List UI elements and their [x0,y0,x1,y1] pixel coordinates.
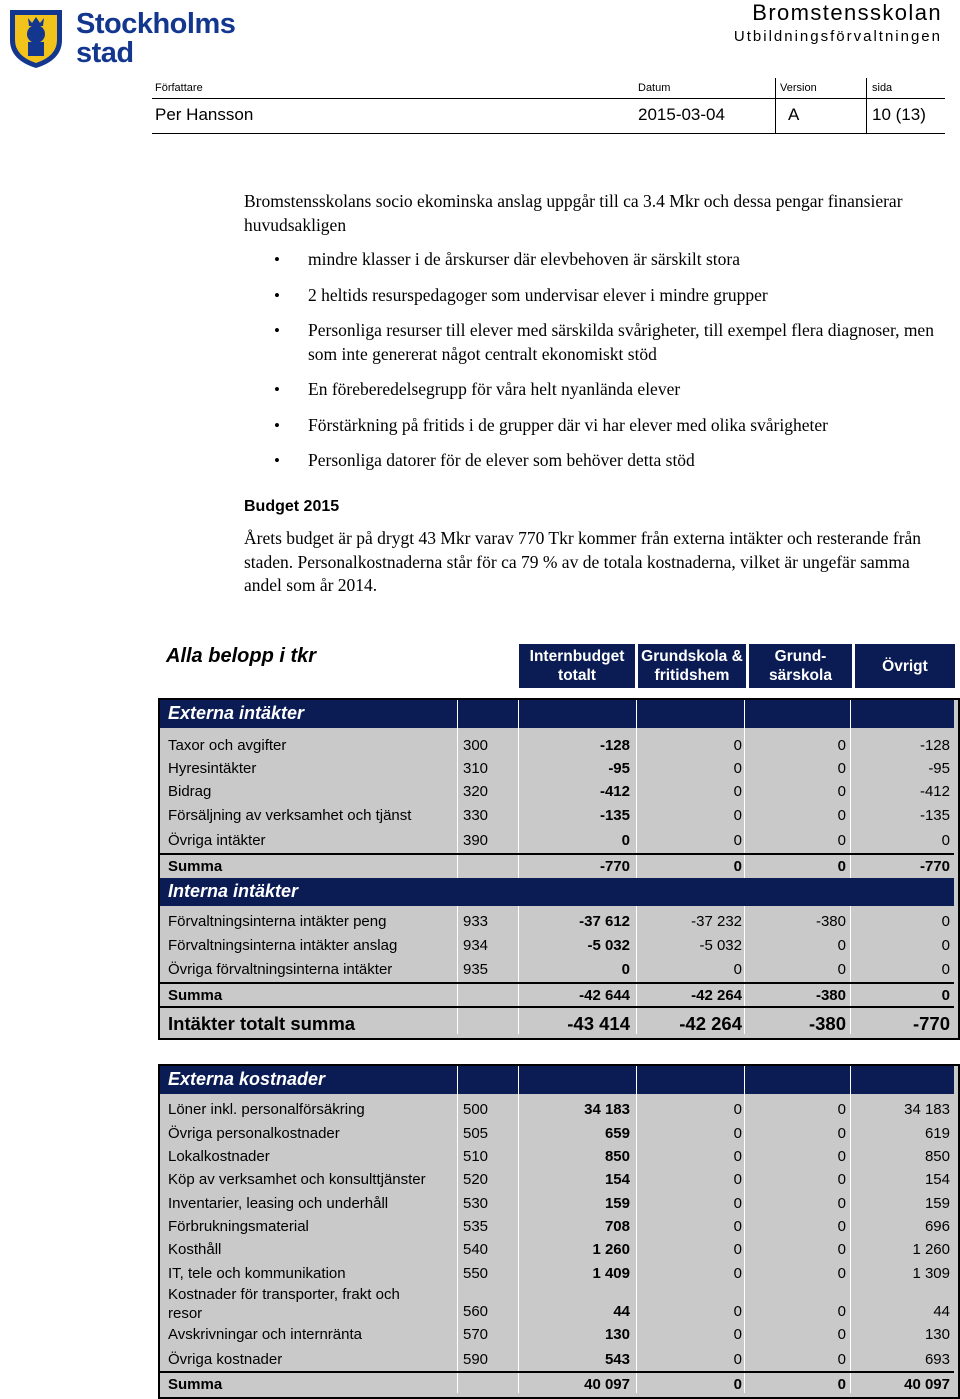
table-row: Kostnader för transporter, frakt och resor 560 44 0 0 44 [168,1286,950,1322]
costs-table [158,1064,960,1399]
crest-icon [6,4,66,70]
intro-paragraph: Bromstensskolans socio ekominska anslag uppgår till ca 3.4 Mkr och dessa pengar finansierar huvudsakligen [244,191,903,235]
date-value: 2015-03-04 [638,105,725,124]
date-label: Datum [638,82,671,94]
stockholms-stad-logo [6,4,236,70]
summary-row: Summa 40 097 0 0 40 097 [168,1376,950,1393]
table-row: Förbrukningsmaterial 535 708 0 0 696 [168,1218,950,1235]
table-row: Köp av verksamhet och konsulttjänster 520 154 0 0 154 [168,1171,950,1188]
table-row: Löner inkl. personalförsäkring 500 34 183 0 0 34 183 [168,1101,950,1118]
page-value: 10 (13) [872,105,926,124]
table-row: Inventarier, leasing och underhåll 530 159 0 0 159 [168,1195,950,1212]
table-row: Hyresintäkter 310 -95 0 0 -95 [168,760,950,777]
section-header: Interna intäkter [160,878,954,906]
author-value: Per Hansson [155,105,254,124]
budget-heading: Budget 2015 [244,498,340,515]
org-header [734,0,942,48]
col-header-ovrigt: Övrigt [855,644,955,688]
income-table [158,698,960,1040]
bullet-list [270,248,950,485]
document-meta [152,78,945,134]
list-item: • Personliga datorer för de elever som behöver detta stöd [270,449,950,473]
table-row: Kosthåll 540 1 260 0 0 1 260 [168,1241,950,1258]
list-item: • Förstärkning på fritids i de grupper där vi har elever med olika svårigheter [270,414,950,438]
version-value: A [788,105,800,124]
table-row: Förvaltningsinterna intäkter peng 933 -37 612 -37 232 -380 0 [168,913,950,930]
table-row: Avskrivningar och internränta 570 130 0 0 130 [168,1326,950,1343]
section-header: Externa intäkter [160,700,954,728]
table-row: Bidrag 320 -412 0 0 -412 [168,783,950,800]
col-header-grundsarskola: Grund- särskola [749,644,852,688]
author-label: Författare [155,82,203,94]
col-header-grundskola: Grundskola & fritidshem [638,644,746,688]
table-row: Försäljning av verksamhet och tjänst 330 -135 0 0 -135 [168,807,950,824]
table-title: Alla belopp i tkr [166,645,317,667]
list-item: • Personliga resurser till elever med särskilda svårigheter, till exempel flera diagnoser, men som inte genererat något centralt ekonomiskt stöd [270,319,950,366]
section-header: Externa kostnader [160,1066,954,1094]
table-row: Taxor och avgifter 300 -128 0 0 -128 [168,737,950,754]
col-header-internbudget: Internbudget totalt [519,644,635,688]
page-label: sida [872,82,893,94]
department-name: Utbildningsförvaltningen [733,28,942,45]
table-row: Förvaltningsinterna intäkter anslag 934 -5 032 -5 032 0 0 [168,937,950,954]
table-row: Lokalkostnader 510 850 0 0 850 [168,1148,950,1165]
version-label: Version [780,82,817,94]
table-row: Övriga personalkostnader 505 659 0 0 619 [168,1125,950,1142]
school-name: Bromstensskolan [752,0,942,25]
summary-row: Summa -42 644 -42 264 -380 0 [168,987,950,1004]
table-row: Övriga intäkter 390 0 0 0 0 [168,832,950,849]
summary-row: Summa -770 0 0 -770 [168,858,950,875]
list-item: • mindre klasser i de årskurser där elevbehoven är särskilt stora [270,248,950,272]
logo-wordmark: Stockholms stad [76,8,236,69]
list-item: • 2 heltids resurspedagoger som undervisar elever i mindre grupper [270,284,950,308]
table-row: IT, tele och kommunikation 550 1 409 0 0 1 309 [168,1265,950,1282]
table-row: Övriga förvaltningsinterna intäkter 935 0 0 0 0 [168,961,950,978]
budget-paragraph: Årets budget är på drygt 43 Mkr varav 770 Tkr kommer från externa intäkter och resterande från staden. Personalkostnaderna står för ca 79 % av de totala kostnaderna, vilket är ungefär samma andel som år 2014. [244,528,922,595]
list-item: • En föreberedelsegrupp för våra helt nyanlända elever [270,378,950,402]
table-row: Övriga kostnader 590 543 0 0 693 [168,1351,950,1368]
total-row: Intäkter totalt summa -43 414 -42 264 -380 -770 [168,1013,950,1034]
